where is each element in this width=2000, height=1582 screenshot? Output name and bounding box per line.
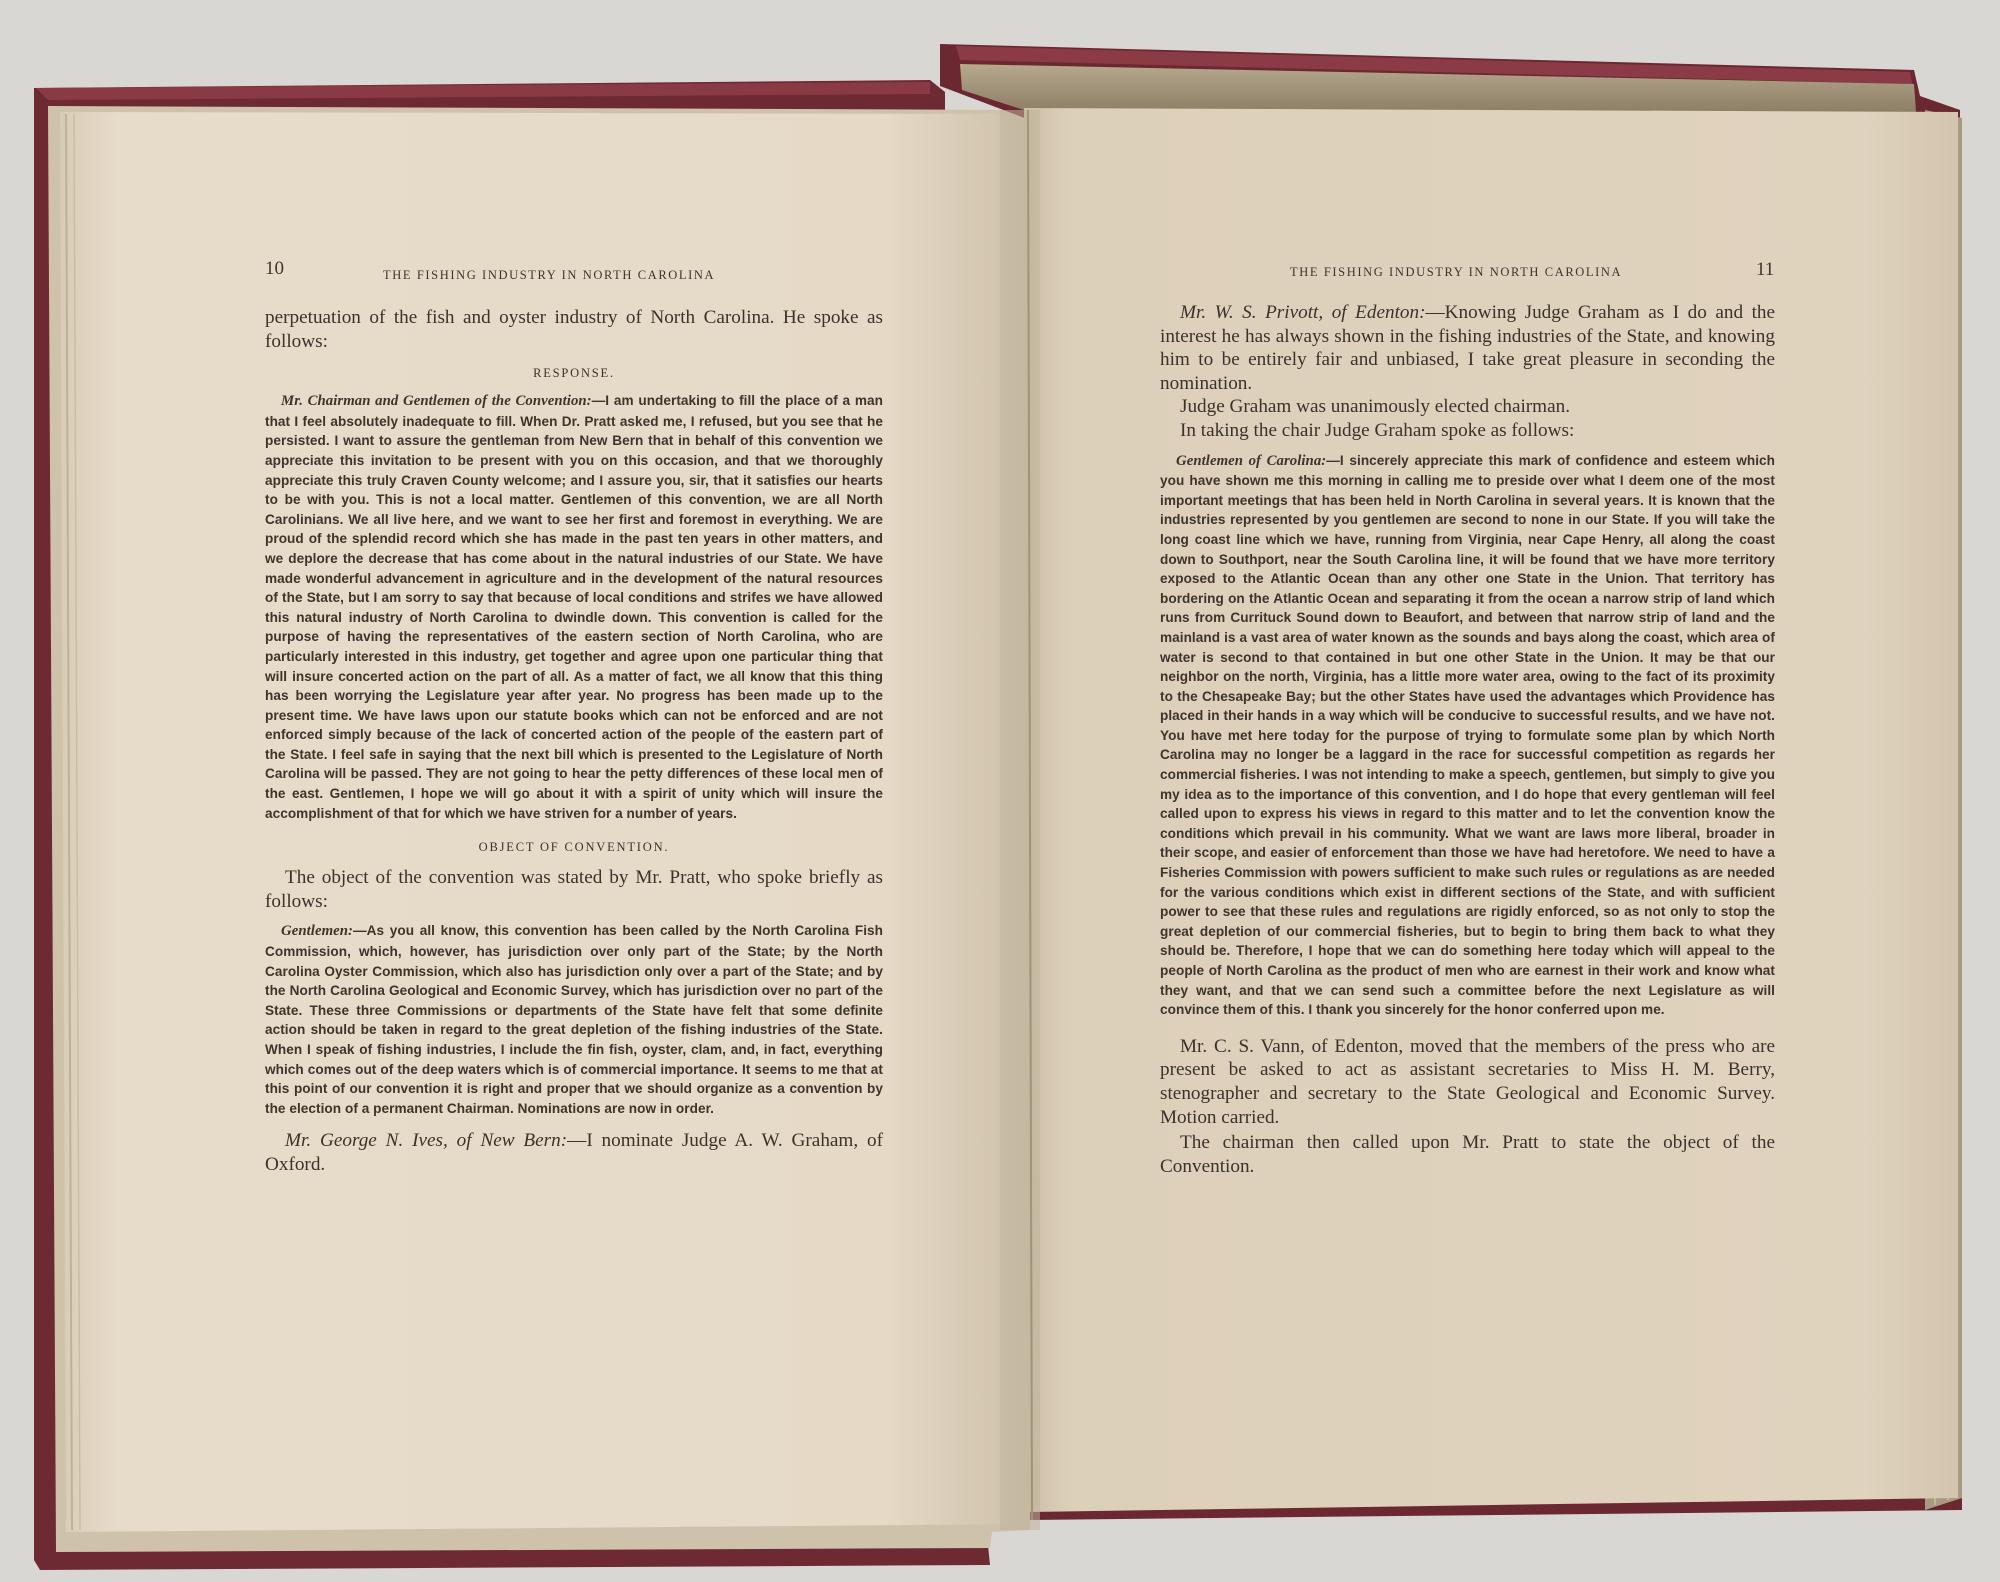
- left-page-body: [265, 306, 883, 1177]
- left-running-head: THE FISHING INDUSTRY IN NORTH CAROLINA: [383, 268, 716, 282]
- object-intro-paragraph: The object of the convention was stated by Mr. Pratt, who spoke briefly as follows:: [265, 867, 883, 912]
- right-page-body: [1160, 301, 1775, 1178]
- object-lead: Gentlemen:: [281, 923, 354, 940]
- nomination-speaker: Mr. George N. Ives, of New Bern:: [285, 1130, 568, 1152]
- response-paragraph: [265, 391, 883, 823]
- right-running-head: THE FISHING INDUSTRY IN NORTH CAROLINA: [1290, 265, 1623, 279]
- taking-chair-paragraph: In taking the chair Judge Graham spoke as follows:: [1180, 419, 1575, 441]
- vann-motion-paragraph: Mr. C. S. Vann, of Edenton, moved that the members of the press who are present be asked to act as assistant secretaries to Miss H. M. Berry, stenographer and secretary to the State Geological and Economic Survey. Motion carried.: [1160, 1035, 1775, 1128]
- object-paragraph: [265, 921, 883, 1118]
- graham-speech-paragraph: [1160, 451, 1775, 1020]
- object-text: —As you all know, this convention has been called by the North Carolina Fish Commission, which, however, has jurisdiction over only part of the State; by the North Carolina Oyster Commission, which also has jurisdiction only over a part of the State; and by the North Carolina Geological and Economic Survey, which has jurisdiction over no part of the State. These three Commissions or departments of the State have felt that some definite action should be taken in regard to the great depletion of the fishing industries of the State. When I speak of fishing industries, I include the fin fish, oyster, clam, and, in fact, everything which comes out of the deep waters which is of commercial importance. It seems to me that at this point of our convention it is right and proper that we should organize as a convention by the election of a permanent Chairman. Nominations are now in order.: [265, 923, 883, 1116]
- object-heading: OBJECT OF CONVENTION.: [478, 840, 670, 855]
- closing-paragraph: The chairman then called upon Mr. Pratt to state the object of the Convention.: [1160, 1132, 1775, 1177]
- second-paragraph: [1160, 301, 1775, 395]
- second-speaker: Mr. W. S. Privott, of Edenton:: [1180, 302, 1426, 323]
- left-intro-paragraph: perpetuation of the fish and oyster industry of North Carolina. He spoke as follows:: [265, 307, 883, 352]
- response-heading: RESPONSE.: [533, 366, 615, 381]
- second-text: —Knowing Judge Graham as I do and the interest he has always shown in the fishing industries of the State, and knowing him to be entirely fair and unbiased, I take great pleasure in seconding the nomination.: [1160, 302, 1776, 394]
- gutter-shadow: [1000, 110, 1040, 1530]
- graham-speech-lead: Gentlemen of Carolina:: [1176, 452, 1327, 469]
- left-page-number: 10: [265, 258, 284, 279]
- nomination-text: —I nominate Judge A. W. Graham, of Oxford.: [265, 1130, 883, 1175]
- response-lead: Mr. Chairman and Gentlemen of the Convention:: [281, 393, 592, 410]
- nomination-paragraph: [265, 1129, 883, 1176]
- response-text: —I am undertaking to fill the place of a man that I feel absolutely inadequate to fill. When Dr. Pratt asked me, I refused, but you see that he persisted. I want to assure the gentleman from New Bern that in behalf of this convention we appreciate this invitation to be present with you on this occasion, and that we thoroughly appreciate this truly Craven County welcome; and I assure you, sir, that it satisfies our hearts to be with you. This is not a local matter. Gentlemen of this convention, we are all North Carolinians. We all live here, and we want to see her first and foremost in everything. We are proud of the splendid record which she has made in the past ten years in other matters, and we deplore the decrease that has come about in the natural industries of our State. We have made wonderful advancement in agriculture and in the development of the natural resources of the State, but I am sorry to say that because of local conditions and strifes we have allowed this natural industry of North Carolina to dwindle down. This convention is called for the purpose of having the representatives of the eastern section of North Carolina, who are particularly interested in this industry, get together and agree upon one particular thing that will insure concerted action on the part of all. As a matter of fact, we all know that this thing has been worrying the Legislature year after year. No progress has been made up to the present time. We have laws upon our statute books which can not be enforced and are not enforced simply because of the lack of concerted action of the people of the eastern part of the State. I feel safe in saying that the next bill which is presented to the Legislature of North Carolina will be passed. They are not going to hear the petty differences of these local men of the east. Gentlemen, I hope we will go about it with a spirit of unity which will insure the accomplishment of that for which we have striven for a number of years.: [265, 393, 883, 821]
- graham-speech-text: —I sincerely appreciate this mark of confidence and esteem which you have shown me this morning in calling me to preside over what I deem one of the most important meetings that has been held in North Carolina in several years. It is known that the industries represented by you gentlemen are second to none in our State. If you will take the long coast line which we have, running from Virginia, near Cape Henry, all along the coast down to Southport, near the South Carolina line, it will be found that we have more territory exposed to the Atlantic Ocean than any other one State in the Union. That territory has bordering on the Atlantic Ocean and separating it from the ocean a narrow strip of land which runs from Currituck Sound down to Beaufort, and between that narrow strip of land and the mainland is a vast area of water known as the sounds and bays along the coast, which area of water is second to that contained in but one other State in the Union. It may be that our neighbor on the north, Virginia, has a little more water area, owing to the fact of its proximity to the Chesapeake Bay; but the other States have used the advantages which Providence has placed in their hands in a way which will be conducive to successful results, and we have not. You have met here today for the purpose of trying to formulate some plan by which North Carolina may no longer be a laggard in the race for successful competition as regards her commercial fisheries. I was not intending to make a speech, gentlemen, but simply to give you my idea as to the importance of this convention, and I do hope that every gentleman will feel called upon to express his views in regard to this matter and to let the convention know the conditions which prevail in his community. What we want are laws more liberal, broader in their scope, and easier of enforcement than those we have had heretofore. We need to have a Fisheries Commission with powers sufficient to make such rules or regulations as are needed for the various conditions which exist in different sections of the State, and with sufficient power to see that these rules and regulations are rigidly enforced, so as not only to stop the great depletion of our commercial fisheries, but to begin to bring them back to what they should be. Therefore, I hope that we can do something here today which will appeal to the people of North Carolina as the product of men who are earnest in their work and know what they want, and that we can send such a committee before the next Legislature as will convince them of this. I thank you sincerely for the honor conferred upon me.: [1160, 452, 1775, 1018]
- right-page-number: 11: [1756, 259, 1775, 280]
- elected-paragraph: Judge Graham was unanimously elected chairman.: [1180, 396, 1571, 418]
